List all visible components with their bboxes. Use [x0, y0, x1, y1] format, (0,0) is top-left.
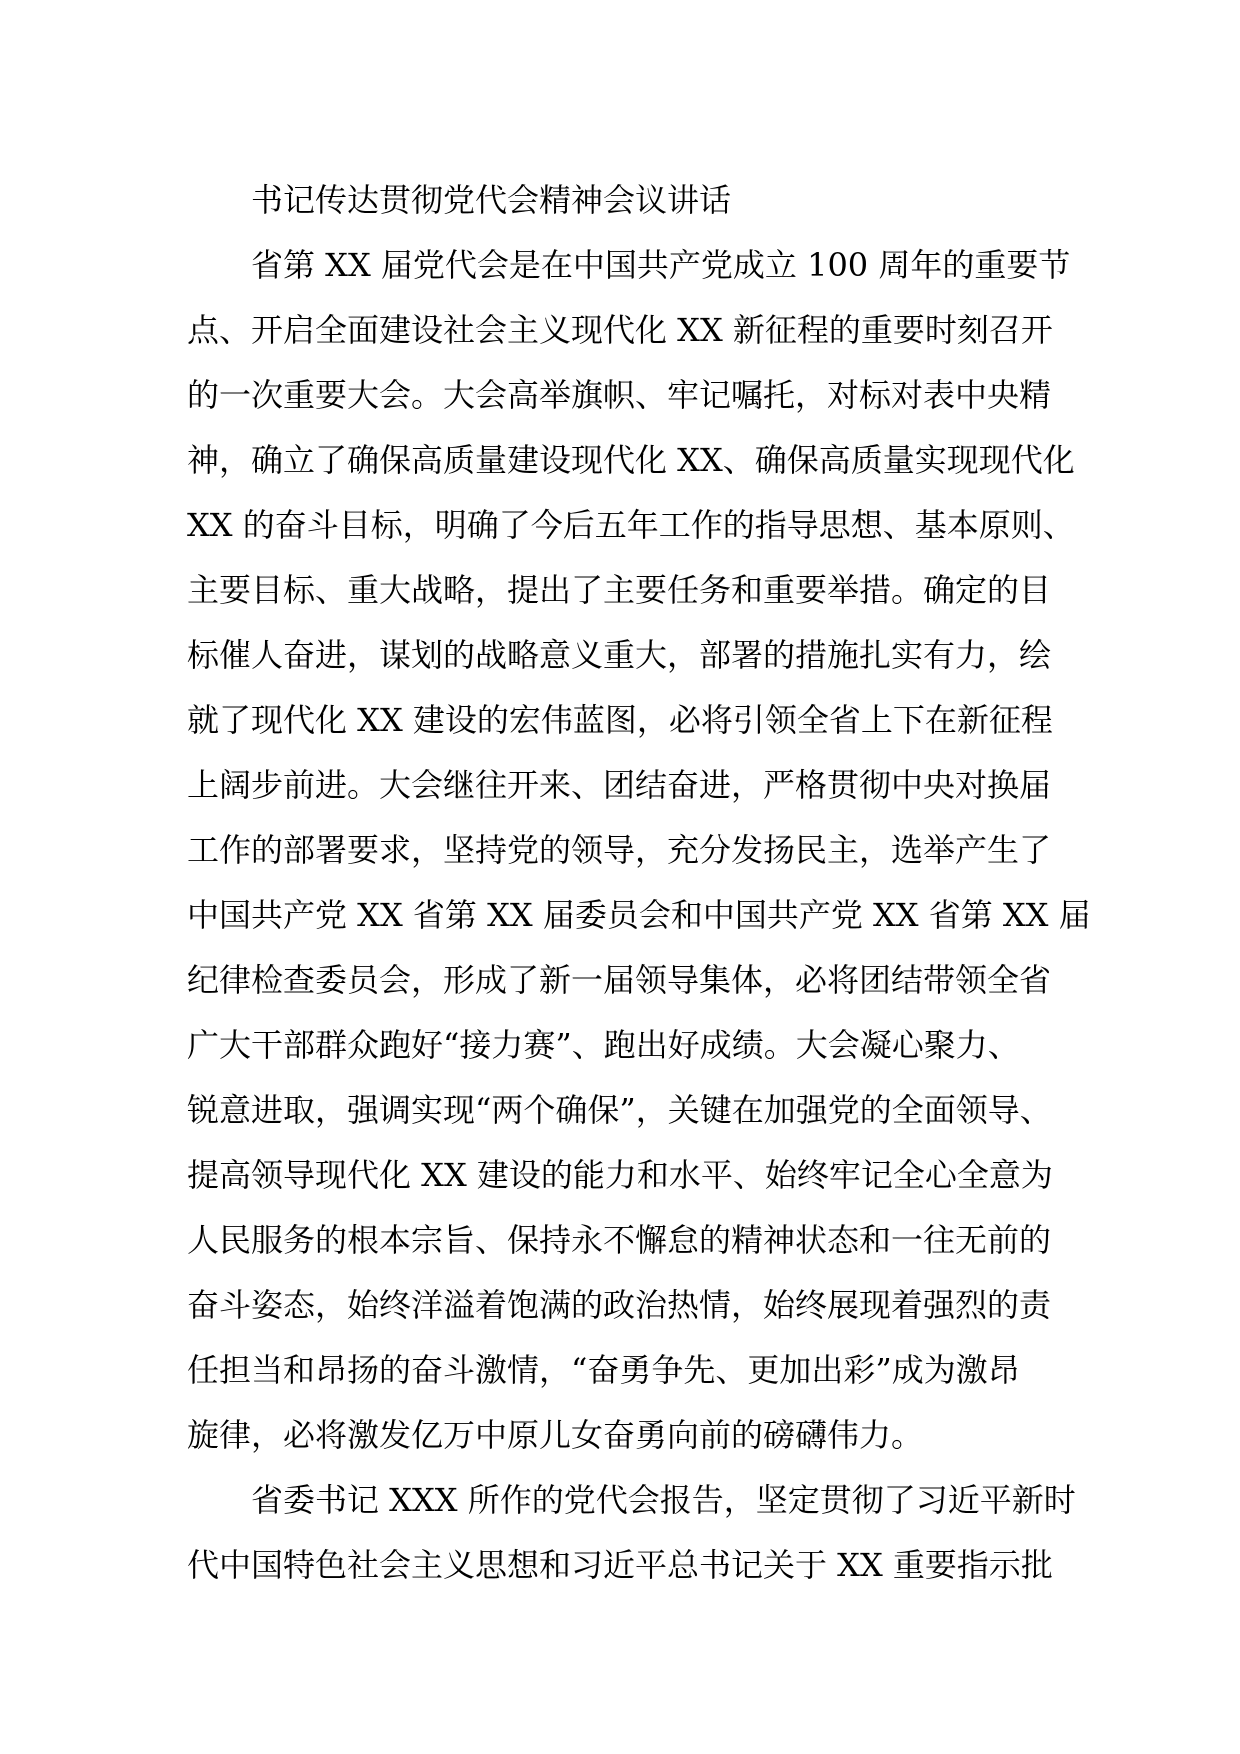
paragraph-line: 标催人奋进，谋划的战略意义重大，部署的措施扎实有力，绘	[187, 636, 1052, 674]
paragraph-line: 锐意进取，强调实现“两个确保”，关键在加强党的全面领导、	[187, 1091, 1052, 1129]
paragraph-2	[187, 1468, 1076, 1598]
paragraph-line: 省委书记 XXX 所作的党代会报告，坚定贯彻了习近平新时	[251, 1481, 1076, 1519]
paragraph-1	[187, 233, 1091, 1468]
paragraph-line: 旋律，必将激发亿万中原儿女奋勇向前的磅礴伟力。	[187, 1416, 924, 1454]
paragraph-line: 中国共产党 XX 省第 XX 届委员会和中国共产党 XX 省第 XX 届	[187, 896, 1091, 934]
paragraph-line: 纪律检查委员会，形成了新一届领导集体，必将团结带领全省	[187, 961, 1052, 999]
paragraph-line: 就了现代化 XX 建设的宏伟蓝图，必将引领全省上下在新征程	[187, 701, 1053, 739]
paragraph-line: 代中国特色社会主义思想和习近平总书记关于 XX 重要指示批	[187, 1546, 1053, 1584]
document-body	[187, 168, 1091, 1598]
paragraph-line: 点、开启全面建设社会主义现代化 XX 新征程的重要时刻召开	[187, 311, 1053, 349]
paragraph-line: 广大干部群众跑好“接力赛”、跑出好成绩。大会凝心聚力、	[187, 1026, 1020, 1064]
paragraph-line: 神，确立了确保高质量建设现代化 XX、确保高质量实现现代化	[187, 441, 1075, 479]
paragraph-line: XX 的奋斗目标，明确了今后五年工作的指导思想、基本原则、	[187, 506, 1075, 544]
paragraph-line: 的一次重要大会。大会高举旗帜、牢记嘱托，对标对表中央精	[187, 376, 1052, 414]
paragraph-line: 提高领导现代化 XX 建设的能力和水平、始终牢记全心全意为	[187, 1156, 1053, 1194]
paragraph-line: 省第 XX 届党代会是在中国共产党成立 100 周年的重要节	[251, 246, 1071, 284]
paragraph-line: 主要目标、重大战略，提出了主要任务和重要举措。确定的目	[187, 571, 1052, 609]
paragraph-line: 上阔步前进。大会继往开来、团结奋进，严格贯彻中央对换届	[187, 766, 1052, 804]
document-title: 书记传达贯彻党代会精神会议讲话	[251, 181, 732, 219]
paragraph-line: 人民服务的根本宗旨、保持永不懈怠的精神状态和一往无前的	[187, 1221, 1052, 1259]
paragraph-line: 任担当和昂扬的奋斗激情，“奋勇争先、更加出彩”成为激昂	[187, 1351, 1020, 1389]
paragraph-line: 奋斗姿态，始终洋溢着饱满的政治热情，始终展现着强烈的责	[187, 1286, 1052, 1324]
paragraph-line: 工作的部署要求，坚持党的领导，充分发扬民主，选举产生了	[187, 831, 1052, 869]
